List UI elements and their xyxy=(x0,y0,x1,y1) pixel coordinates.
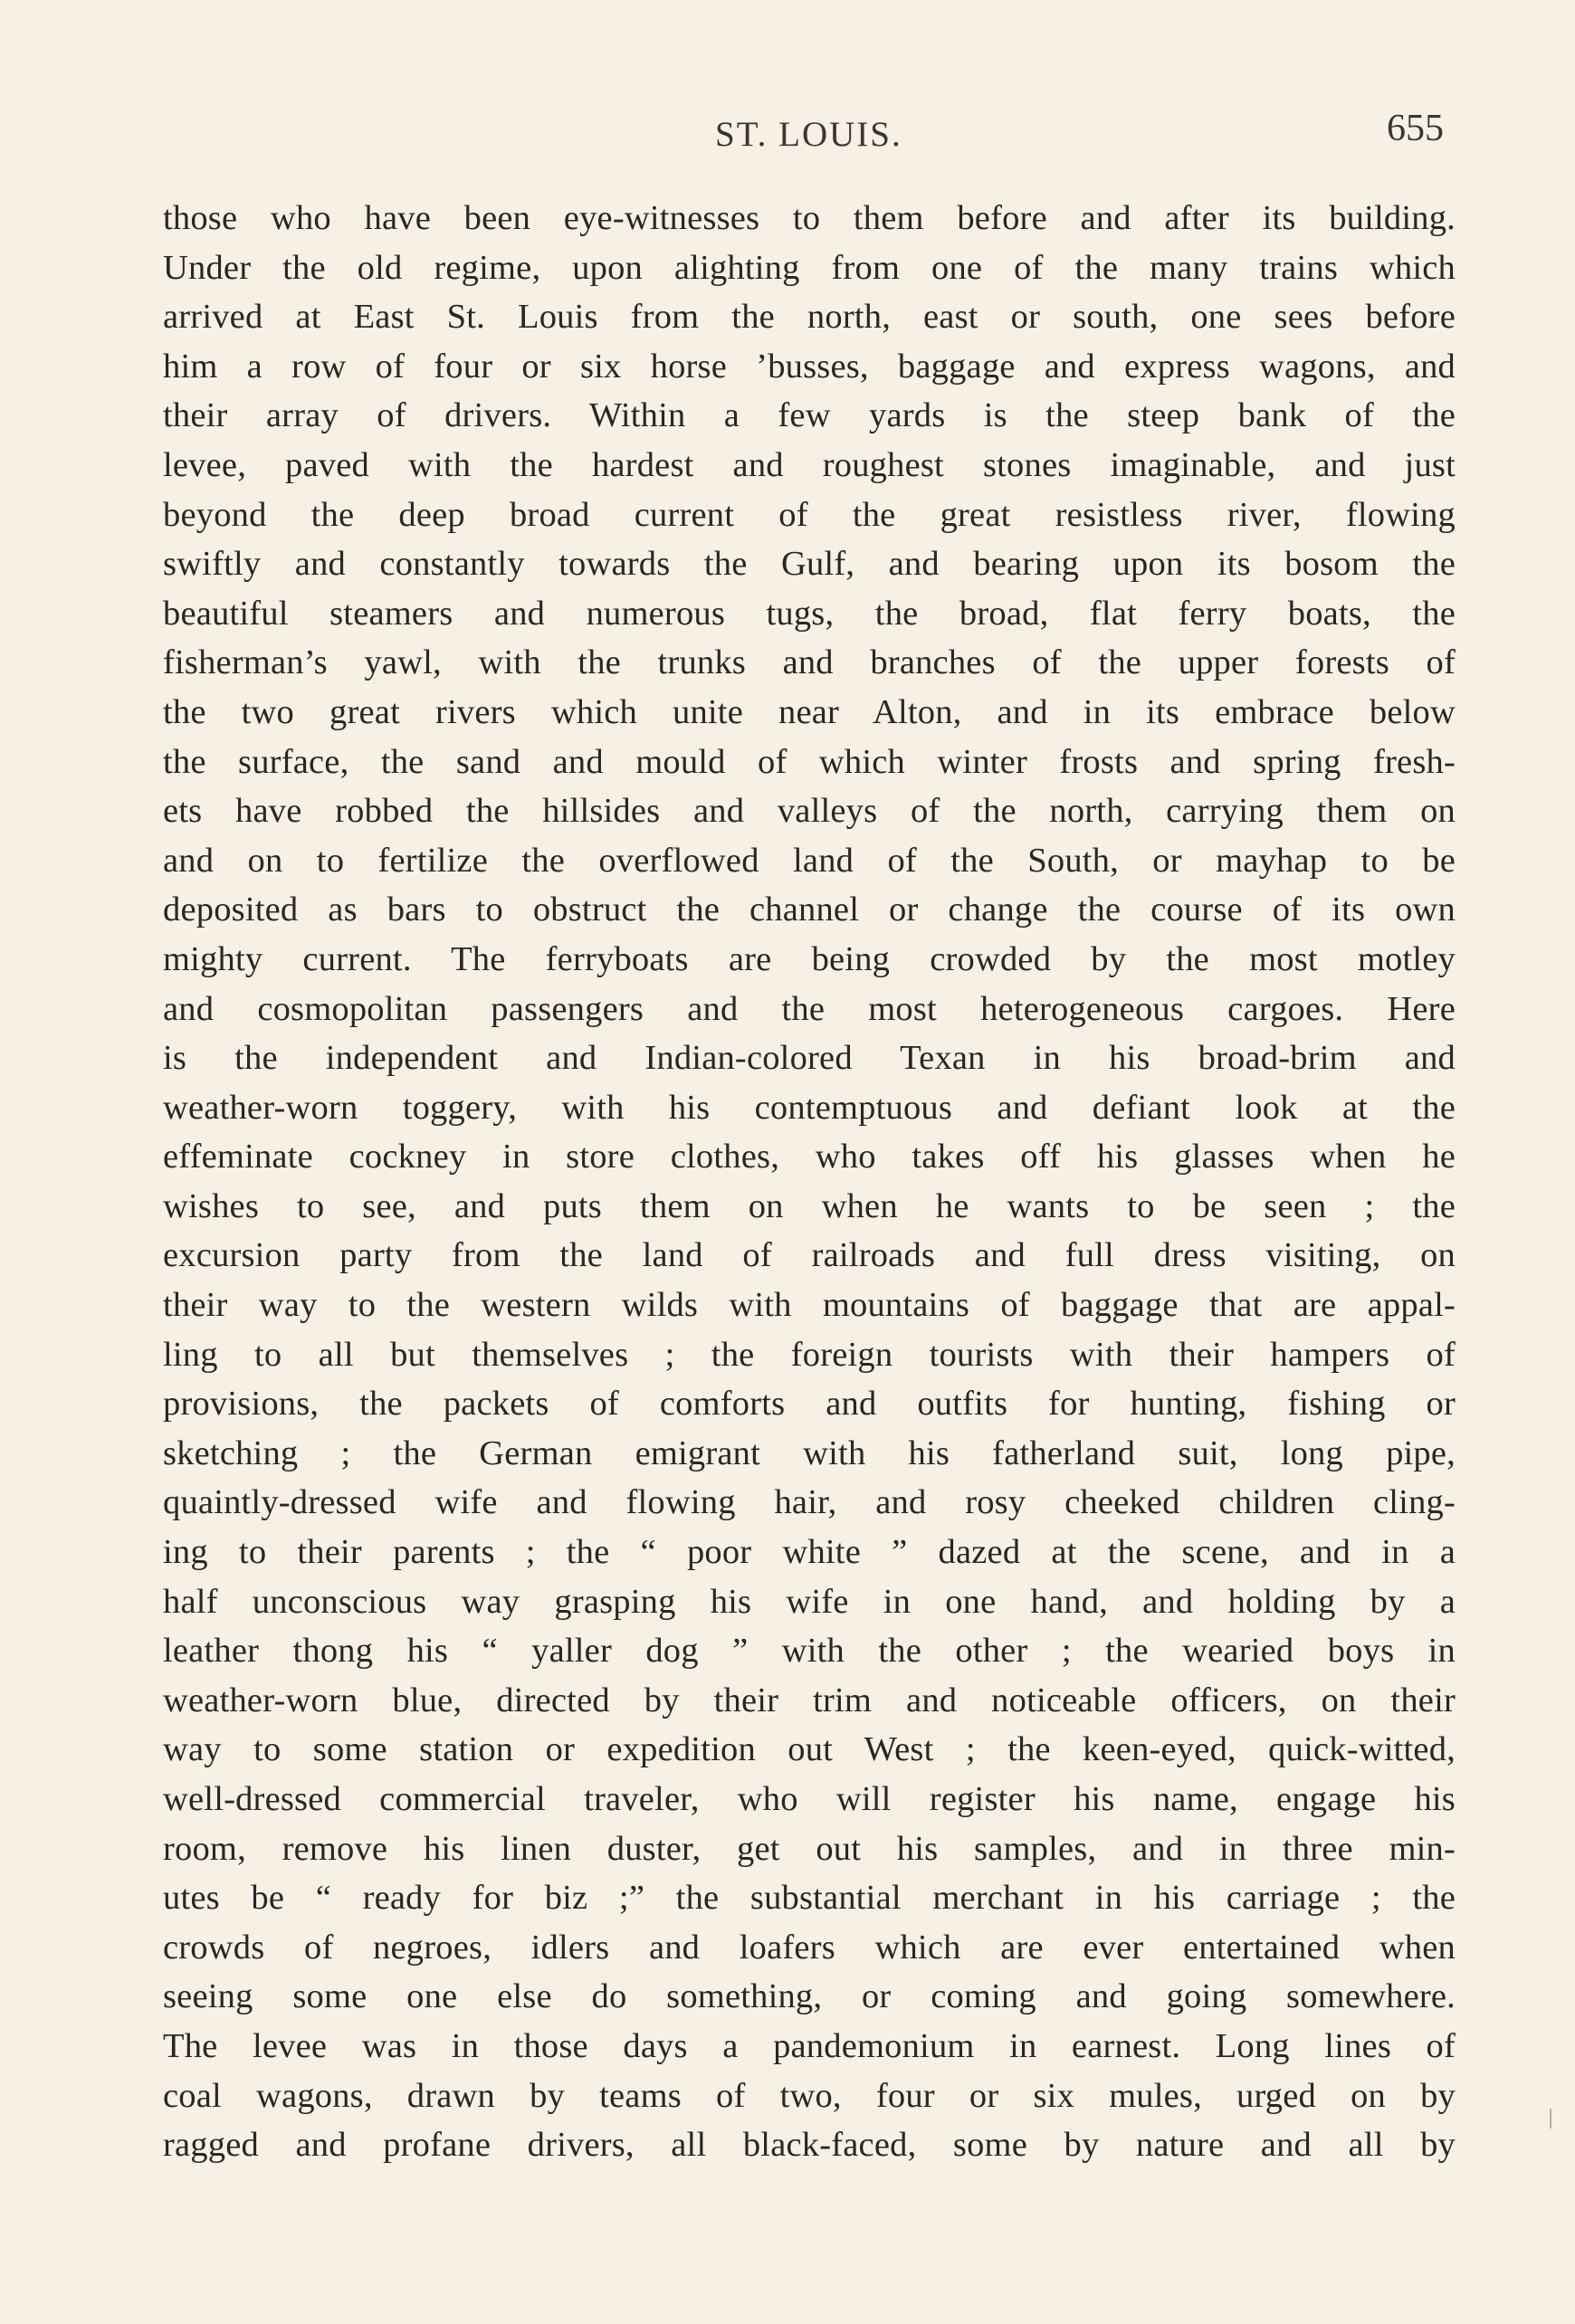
text-line: is the independent and Indian-colored Texan in his broad-brim and xyxy=(163,1039,1456,1078)
text-line: their array of drivers. Within a few yards is the steep bank of the xyxy=(163,396,1456,435)
text-line: those who have been eye-witnesses to them before and after its building. xyxy=(163,199,1456,237)
text-line: utes be “ ready for biz ;” the substantial merchant in his carriage ; the xyxy=(163,1879,1456,1918)
text-line: way to some station or expedition out West ; the keen-eyed, quick-witted, xyxy=(163,1730,1456,1769)
text-line: room, remove his linen duster, get out his samples, and in three min- xyxy=(163,1829,1456,1868)
text-line: crowds of negroes, idlers and loafers which are ever entertained when xyxy=(163,1928,1456,1967)
text-line: the two great rivers which unite near Alton, and in its embrace below xyxy=(163,692,1456,731)
text-line: well-dressed commercial traveler, who will register his name, engage his xyxy=(163,1780,1456,1818)
page-number: 655 xyxy=(1387,108,1444,149)
text-line: seeing some one else do something, or coming and going somewhere. xyxy=(163,1977,1456,2016)
text-line: and on to fertilize the overflowed land of the South, or mayhap to be xyxy=(163,841,1456,880)
text-line: ets have robbed the hillsides and valleys of the north, carrying them on xyxy=(163,792,1456,831)
text-line: levee, paved with the hardest and roughest stones imaginable, and just xyxy=(163,445,1456,484)
text-line: him a row of four or six horse ’busses, baggage and express wagons, and xyxy=(163,347,1456,386)
scan-artifact xyxy=(1550,2109,1551,2129)
text-line: the surface, the sand and mould of which winter frosts and spring fresh- xyxy=(163,742,1456,781)
text-line: ling to all but themselves ; the foreign tourists with their hampers of xyxy=(163,1335,1456,1374)
scan-artifact xyxy=(777,18,784,27)
text-line: arrived at East St. Louis from the north, east or south, one sees before xyxy=(163,298,1456,337)
text-line: provisions, the packets of comforts and outfits for hunting, fishing or xyxy=(163,1385,1456,1424)
text-line: fisherman’s yawl, with the trunks and branches of the upper forests of xyxy=(163,643,1456,682)
text-line: ragged and profane drivers, all black-faced, some by nature and all by xyxy=(163,2126,1456,2165)
text-line: excursion party from the land of railroads and full dress visiting, on xyxy=(163,1236,1456,1275)
running-head xyxy=(0,107,1575,161)
text-line: half unconscious way grasping his wife in one hand, and holding by a xyxy=(163,1582,1456,1621)
text-line: beautiful steamers and numerous tugs, the broad, flat ferry boats, the xyxy=(163,594,1456,633)
text-line: their way to the western wilds with mountains of baggage that are appal- xyxy=(163,1286,1456,1325)
text-line: beyond the deep broad current of the great resistless river, flowing xyxy=(163,495,1456,534)
text-line: weather-worn toggery, with his contemptuous and defiant look at the xyxy=(163,1088,1456,1127)
text-line: sketching ; the German emigrant with his fatherland suit, long pipe, xyxy=(163,1433,1456,1472)
text-line: quaintly-dressed wife and flowing hair, and rosy cheeked children cling- xyxy=(163,1483,1456,1522)
text-line: ing to their parents ; the “ poor white ” dazed at the scene, and in a xyxy=(163,1533,1456,1572)
text-line: The levee was in those days a pandemonium in earnest. Long lines of xyxy=(163,2026,1456,2065)
text-line: mighty current. The ferryboats are being crowded by the most motley xyxy=(163,939,1456,978)
text-line: effeminate cockney in store clothes, who takes off his glasses when he xyxy=(163,1138,1456,1176)
text-line: deposited as bars to obstruct the channel or change the course of its own xyxy=(163,891,1456,929)
text-line: and cosmopolitan passengers and the most heterogeneous cargoes. Here xyxy=(163,989,1456,1028)
body-text xyxy=(163,194,1456,2170)
text-line: weather-worn blue, directed by their trim and noticeable officers, on their xyxy=(163,1681,1456,1719)
running-title: ST. LOUIS. xyxy=(715,115,902,154)
text-line: wishes to see, and puts them on when he wants to be seen ; the xyxy=(163,1186,1456,1225)
text-line: Under the old regime, upon alighting from one of the many trains which xyxy=(163,248,1456,287)
text-line: swiftly and constantly towards the Gulf, and bearing upon its bosom the xyxy=(163,545,1456,584)
text-line: coal wagons, drawn by teams of two, four or six mules, urged on by xyxy=(163,2076,1456,2115)
text-line: leather thong his “ yaller dog ” with the other ; the wearied boys in xyxy=(163,1632,1456,1671)
